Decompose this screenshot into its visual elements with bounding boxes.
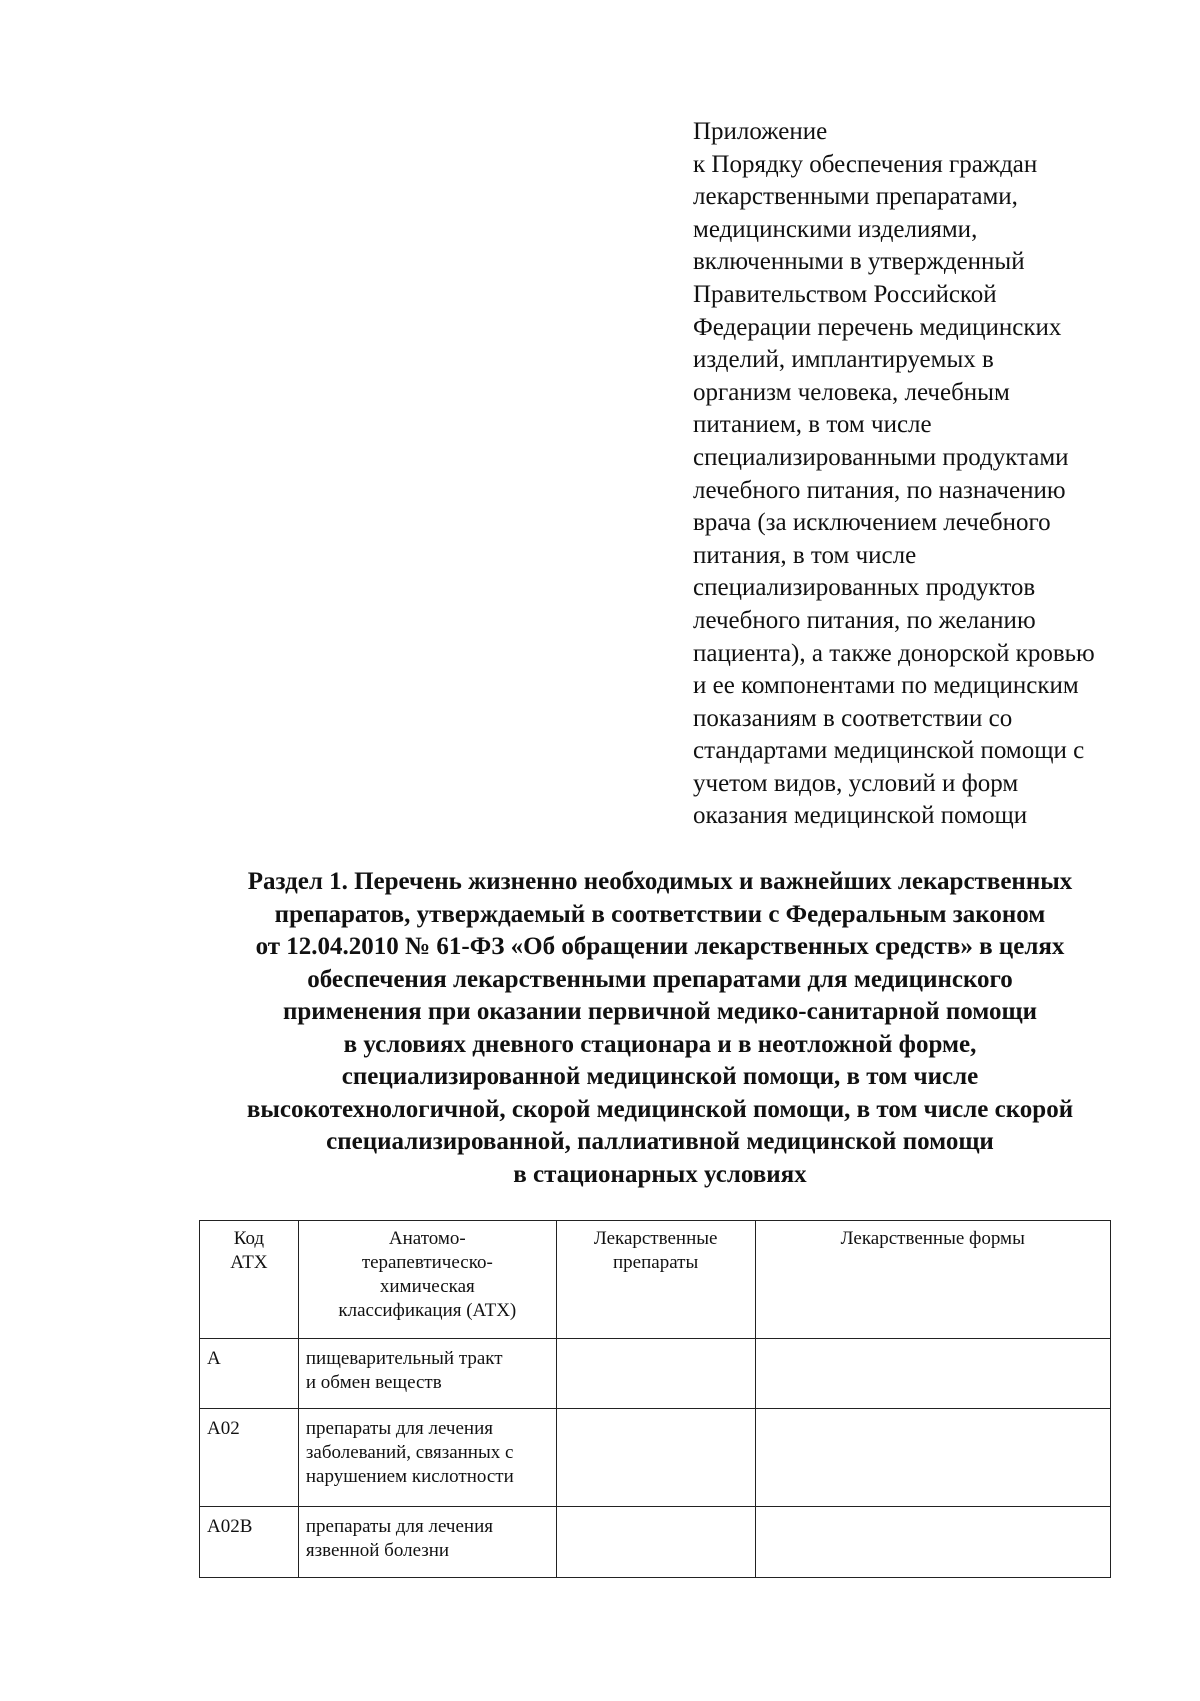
appendix-line: лекарственными препаратами,: [693, 183, 1018, 211]
section-title-line: обеспечения лекарственными препаратами для медицинского: [307, 965, 1013, 993]
cell-classification-line: заболеваний, связанных с: [305, 1442, 514, 1463]
section-title-line: в стационарных условиях: [513, 1160, 807, 1188]
section-title-line: в условиях дневного стационара и в неотложной форме,: [343, 1030, 977, 1058]
atx-table: [199, 1220, 1111, 1578]
appendix-line: врача (за исключением лечебного: [693, 509, 1051, 537]
cell-classification: [298, 1409, 556, 1507]
appendix-line: к Порядку обеспечения граждан: [693, 150, 1038, 178]
section-title-line: применения при оказании первичной медико-санитарной помощи: [282, 998, 1038, 1025]
table-row: [200, 1409, 1111, 1507]
header-code-line: Код: [233, 1228, 265, 1249]
cell-classification-line: пищеварительный тракт: [305, 1348, 503, 1369]
appendix-line: показаниям в соответствии со: [693, 704, 1013, 732]
header-forms: [755, 1221, 1110, 1339]
cell-drugs: [556, 1409, 755, 1507]
cell-classification-line: препараты для лечения: [305, 1418, 493, 1439]
appendix-line: пациента), а также донорской кровью: [693, 639, 1095, 667]
appendix-line: специализированными продуктами: [693, 443, 1069, 471]
header-classification-line: химическая: [379, 1276, 475, 1297]
appendix-line: учетом видов, условий и форм: [693, 769, 1019, 797]
header-forms-line: Лекарственные формы: [840, 1228, 1025, 1249]
appendix-line: Правительством Российской: [693, 280, 997, 308]
cell-classification-line: и обмен веществ: [305, 1372, 442, 1393]
section-title-line: препаратов, утверждаемый в соответствии с Федеральным законом: [274, 900, 1046, 928]
header-drugs-line: Лекарственные: [593, 1228, 718, 1249]
appendix-line: специализированных продуктов: [693, 574, 1036, 602]
appendix-line: изделий, имплантируемых в: [693, 346, 994, 374]
table-header-row: [200, 1221, 1111, 1339]
section-title-line: специализированной медицинской помощи, в том числе: [341, 1063, 979, 1090]
cell-forms: [755, 1409, 1110, 1507]
section-title-line: Раздел 1. Перечень жизненно необходимых и важнейших лекарственных: [247, 868, 1073, 895]
header-classification-line: терапевтическо-: [361, 1252, 493, 1273]
appendix-line: лечебного питания, по назначению: [693, 476, 1066, 504]
cell-code: А02В: [200, 1507, 299, 1578]
section-title: [180, 866, 1140, 1191]
cell-classification: [298, 1339, 556, 1409]
section-title-line: высокотехнологичной, скорой медицинской помощи, в том числе скорой: [246, 1095, 1074, 1123]
appendix-line: включенными в утвержденный: [693, 248, 1025, 276]
appendix-line: питания, в том числе: [693, 541, 917, 569]
header-classification-line: Анатомо-: [388, 1228, 466, 1249]
header-classification: [298, 1221, 556, 1339]
header-drugs: [556, 1221, 755, 1339]
cell-drugs: [556, 1339, 755, 1409]
cell-classification-line: язвенной болезни: [305, 1540, 450, 1561]
appendix-line: оказания медицинской помощи: [693, 802, 1028, 830]
table-row: [200, 1339, 1111, 1409]
appendix-line: и ее компонентами по медицинским: [693, 672, 1079, 700]
appendix-line: организм человека, лечебным: [693, 378, 1010, 406]
header-code-line: АТХ: [230, 1252, 268, 1273]
appendix-line: лечебного питания, по желанию: [693, 606, 1036, 634]
cell-classification-line: нарушением кислотности: [305, 1466, 514, 1487]
appendix-line: питанием, в том числе: [693, 411, 932, 439]
appendix-line: стандартами медицинской помощи с: [693, 737, 1085, 765]
appendix-line: Федерации перечень медицинских: [693, 313, 1062, 341]
cell-classification: [298, 1507, 556, 1578]
cell-drugs: [556, 1507, 755, 1578]
cell-forms: [755, 1339, 1110, 1409]
table-row: [200, 1507, 1111, 1578]
cell-classification-line: препараты для лечения: [305, 1516, 493, 1537]
header-drugs-line: препараты: [613, 1252, 699, 1273]
cell-code: А: [200, 1339, 299, 1409]
section-title-line: от 12.04.2010 № 61-ФЗ «Об обращении лекарственных средств» в целях: [255, 933, 1065, 960]
appendix-note: [693, 116, 1193, 833]
appendix-line: медицинскими изделиями,: [693, 215, 978, 243]
header-code: [200, 1221, 299, 1339]
cell-code: А02: [200, 1409, 299, 1507]
cell-forms: [755, 1507, 1110, 1578]
section-title-line: специализированной, паллиативной медицинской помощи: [326, 1128, 994, 1155]
header-classification-line: классификация (АТХ): [338, 1300, 517, 1321]
appendix-line: Приложение: [693, 118, 828, 145]
